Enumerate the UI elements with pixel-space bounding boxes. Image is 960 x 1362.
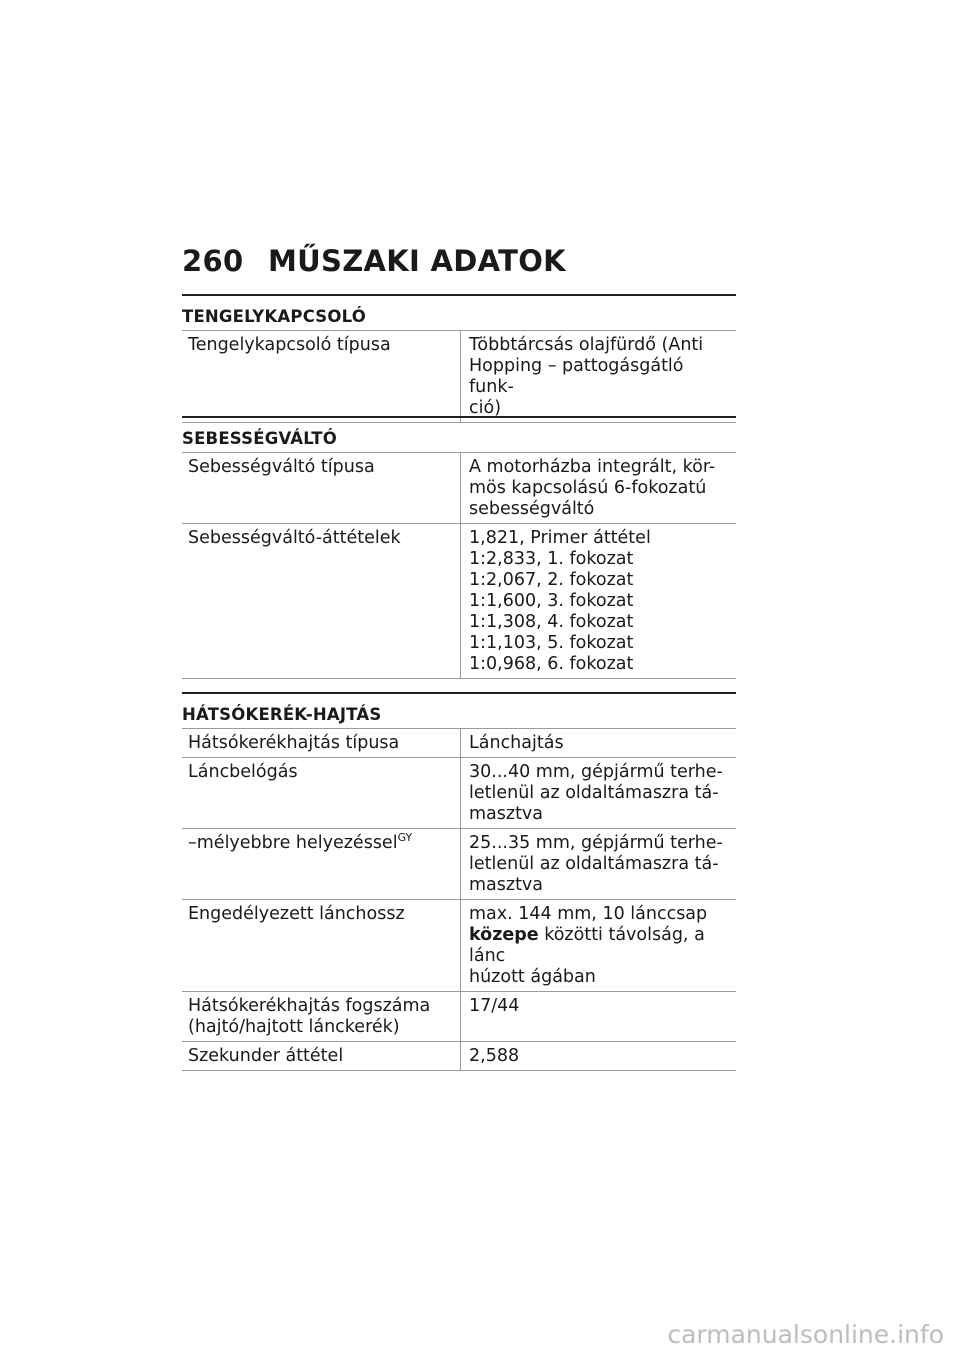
value-line: 1:1,308, 4. fokozat [469, 612, 634, 632]
value-line: Lánchajtás [469, 733, 564, 753]
spec-value [461, 524, 737, 679]
value-line: Hopping – pattogásgátló funk- [469, 356, 684, 397]
value-line: 30...40 mm, gépjármű terhe- [469, 762, 723, 782]
spec-key-text: –mélyebbre helyezéssel [188, 833, 398, 853]
spec-table [182, 330, 736, 423]
spec-value [461, 1042, 737, 1071]
value-line: 1:2,067, 2. fokozat [469, 570, 634, 590]
key-line: Hátsókerékhajtás fogszáma [188, 996, 431, 1016]
table-row [182, 453, 736, 524]
value-line: ció) [469, 398, 502, 418]
value-line: 1:1,103, 5. fokozat [469, 633, 634, 653]
spec-key: Engedélyezett lánchossz [182, 900, 461, 992]
value-line: letlenül az oldaltámaszra tá- [469, 783, 719, 803]
page-number: 260 [182, 244, 244, 278]
table-row [182, 992, 736, 1042]
spec-table [182, 728, 736, 1071]
value-line: Többtárcsás olajfürdő (Anti [469, 335, 704, 355]
table-row [182, 900, 736, 992]
section-rear-drive [182, 692, 736, 1071]
section-title: HÁTSÓKERÉK-HAJTÁS [182, 705, 382, 724]
value-line: 1:0,968, 6. fokozat [469, 654, 634, 674]
value-line: 1:2,833, 1. fokozat [469, 549, 634, 569]
spec-table [182, 452, 736, 679]
spec-key: Sebességváltó-áttételek [182, 524, 461, 679]
section-divider [182, 294, 736, 296]
value-line: 1,821, Primer áttétel [469, 528, 651, 548]
spec-key [182, 829, 461, 900]
table-row [182, 758, 736, 829]
value-line: mös kapcsolású 6-fokozatú [469, 478, 707, 498]
spec-value [461, 758, 737, 829]
spec-key: Sebességváltó típusa [182, 453, 461, 524]
value-line: 2,588 [469, 1046, 520, 1066]
chapter-title: MŰSZAKI ADATOK [268, 244, 566, 278]
value-line: 1:1,600, 3. fokozat [469, 591, 634, 611]
spec-key: Szekunder áttétel [182, 1042, 461, 1071]
spec-key: Tengelykapcsoló típusa [182, 331, 461, 423]
section-divider [182, 692, 736, 694]
key-line: (hajtó/hajtott lánckerék) [188, 1017, 400, 1037]
emphasized-text: közepe [469, 925, 539, 945]
section-clutch [182, 294, 736, 423]
page-header [182, 244, 566, 278]
value-text: közötti távolság, a lánc [469, 925, 705, 966]
spec-value [461, 331, 737, 423]
table-row [182, 331, 736, 423]
spec-key: Láncbelógás [182, 758, 461, 829]
spec-value [461, 829, 737, 900]
table-row [182, 829, 736, 900]
value-line: húzott ágában [469, 967, 596, 987]
watermark-text: carmanualsonline.info [667, 1320, 944, 1349]
value-line: letlenül az oldaltámaszra tá- [469, 854, 719, 874]
region-note-superscript: GY [397, 831, 413, 844]
value-line: A motorházba integrált, kör- [469, 457, 716, 477]
value-line: 25...35 mm, gépjármű terhe- [469, 833, 723, 853]
section-title: TENGELYKAPCSOLÓ [182, 307, 366, 326]
value-line [469, 925, 730, 967]
value-line: sebességváltó [469, 499, 595, 519]
table-row [182, 729, 736, 758]
value-line: masztva [469, 875, 544, 895]
section-gearbox [182, 416, 736, 679]
spec-key [182, 992, 461, 1042]
spec-key: Hátsókerékhajtás típusa [182, 729, 461, 758]
spec-value [461, 453, 737, 524]
spec-value [461, 900, 737, 992]
value-line: 17/44 [469, 996, 520, 1016]
table-row [182, 1042, 736, 1071]
value-line: max. 144 mm, 10 lánccsap [469, 904, 708, 924]
value-line: masztva [469, 804, 544, 824]
spec-value [461, 992, 737, 1042]
section-title: SEBESSÉGVÁLTÓ [182, 429, 337, 448]
section-divider [182, 416, 736, 418]
spec-value [461, 729, 737, 758]
table-row [182, 524, 736, 679]
